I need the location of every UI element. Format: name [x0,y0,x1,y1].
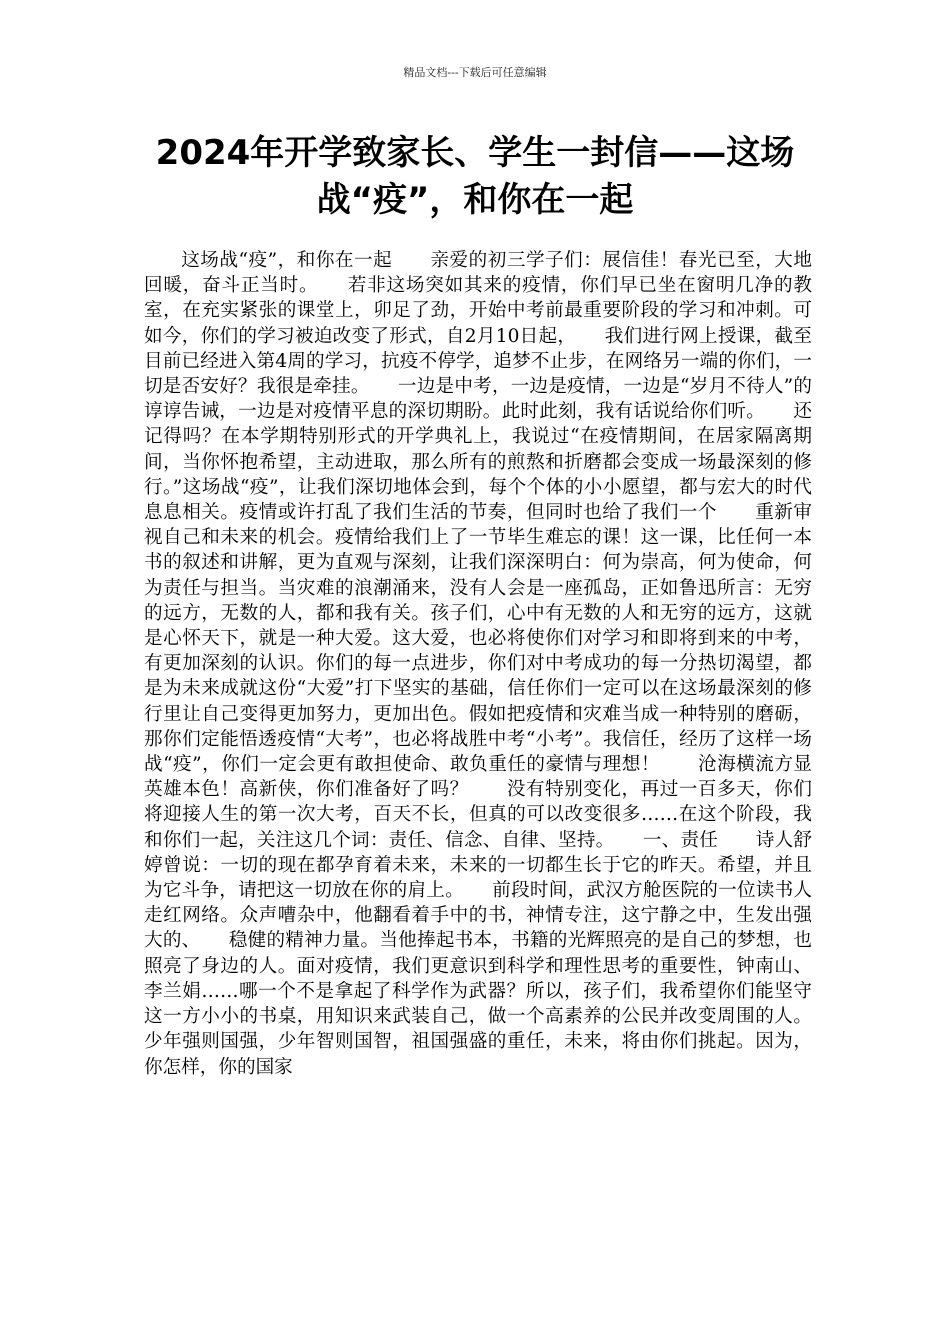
document-body: 这场战“疫”，和你在一起 亲爱的初三学子们：展信佳！春光已至，大地回暖，奋斗正当时。 若非这场突如其来的疫情，你们早已坐在窗明几净的教室，在充实紧张的课堂上，卯足了劲，开始中考前最重要阶段的学习和冲刺。可如今，你们的学习被迫改变了形式，自2月10日起， 我们进行网上授课，截至目前已经进入第4周的学习，抗疫不停学，追梦不止步，在网络另一端的你们，一切是否安好？我很是牵挂。 一边是中考，一边是疫情，一边是“岁月不待人”的谆谆告诫，一边是对疫情平息的深切期盼。此时此刻，我有话说给你们听。 还记得吗？在本学期特别形式的开学典礼上，我说过“在疫情期间，在居家隔离期间，当你怀抱希望，主动进取，那么所有的煎熬和折磨都会变成一场最深刻的修行。”这场战“疫”，让我们深切地体会到，每个个体的小小愿望，都与宏大的时代息息相关。疫情或许打乱了我们生活的节奏，但同时也给了我们一个 重新审视自己和未来的机会。疫情给我们上了一节毕生难忘的课！这一课，比任何一本书的叙述和讲解，更为直观与深刻，让我们深深明白：何为崇高，何为使命，何为责任与担当。当灾难的浪潮涌来，没有人会是一座孤岛，正如鲁迅所言：无穷的远方，无数的人，都和我有关。孩子们，心中有无数的人和无穷的远方，这就是心怀天下，就是一种大爱。这大爱，也必将使你们对学习和即将到来的中考，有更加深刻的认识。你们的每一点进步，你们对中考成功的每一分热切渴望，都是为未来成就这份“大爱”打下坚实的基础，信任你们一定可以在这场最深刻的修行里让自己变得更加努力，更加出色。假如把疫情和灾难当成一种特别的磨砺，那你们定能悟透疫情“大考”，也必将战胜中考“小考”。我信任，经历了这样一场战“疫”，你们一定会更有敢担使命、敢负重任的豪情与理想！ 沧海横流方显英雄本色！高新侠，你们准备好了吗？ 没有特别变化，再过一百多天，你们将迎接人生的第一次大考，百天不长，但真的可以改变很多……在这个阶段，我和你们一起，关注这几个词：责任、信念、自律、坚持。 一、责任 诗人舒婷曾说：一切的现在都孕育着未来，未来的一切都生长于它的昨天。希望，并且为它斗争，请把这一切放在你的肩上。 前段时间，武汉方舱医院的一位读书人走红网络。众声嘈杂中，他翻看着手中的书，神情专注，这宁静之中，生发出强大的、 稳健的精神力量。当他捧起书本，书籍的光辉照亮的是自己的梦想，也照亮了身边的人。面对疫情，我们更意识到科学和理性思考的重要性，钟南山、李兰娟……哪一个不是拿起了科学作为武器？所以，孩子们，我希望你们能坚守这一方小小的书桌，用知识来武装自己，做一个高素养的公民并改变周围的人。少年强则国强，少年智则国智，祖国强盛的重任，未来，将由你们挑起。因为，你怎样，你的国家 [144,250,812,1078]
page-header-note: 精品文档---下载后可任意编辑 [403,66,547,79]
document-title: 2024年开学致家长、学生一封信——这场战“疫”，和你在一起 [155,133,795,220]
